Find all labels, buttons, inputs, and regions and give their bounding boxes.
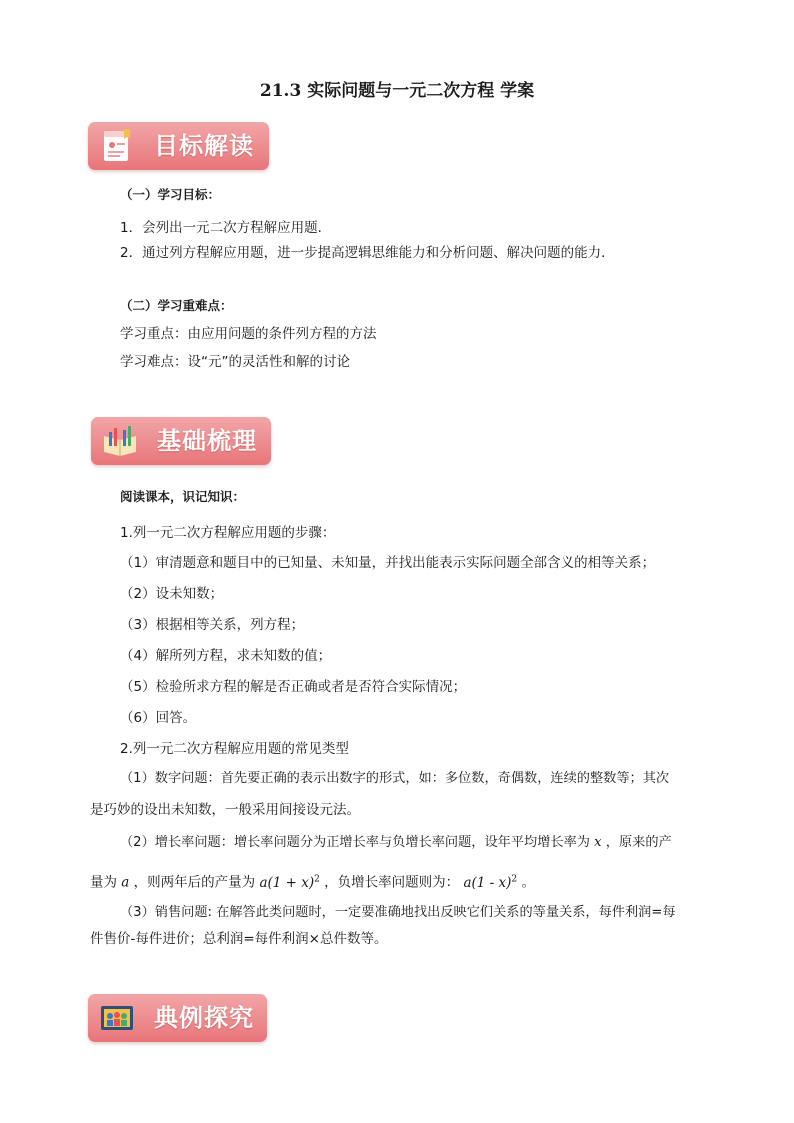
type-sales-problem: （3）销售问题: 在解答此类问题时，一定要准确地找出反映它们关系的等量关系，每件利润=每 [120, 905, 676, 920]
presentation-icon [98, 999, 136, 1037]
section-banner-title: 基础梳理 [157, 427, 257, 455]
step-item: （1）审清题意和题目中的已知量、未知量，并找出能表示实际问题全部含义的相等关系； [120, 555, 656, 571]
formula-negative-growth [463, 875, 517, 891]
goals-heading: （一）学习目标： [120, 187, 221, 202]
book-chart-icon [101, 422, 139, 460]
formula-text: a(1 + x) [259, 874, 315, 891]
variable-x: x [594, 835, 602, 850]
section-banner-title: 典例探究 [154, 1004, 254, 1032]
section-banner-goals [88, 122, 269, 170]
difficulty-heading: （二）学习重难点： [120, 298, 233, 313]
type-growth-problem-cont [90, 869, 535, 893]
type-number-problem: （1）数字问题：首先要正确的表示出数字的形式，如：多位数，奇偶数，连续的整数等；其次 [120, 771, 670, 786]
document-title: 21.3 实际问题与一元二次方程 学案 [259, 81, 535, 101]
step-item: （6）回答。 [120, 710, 197, 726]
text-segment: 。 [521, 874, 535, 891]
step-item: （2）设未知数； [120, 586, 224, 602]
exponent: 2 [314, 874, 320, 884]
types-title: 2.列一元二次方程解应用题的常见类型 [120, 741, 349, 757]
step-item: （4）解所列方程，求未知数的值； [120, 648, 332, 664]
step-item: （3）根据相等关系，列方程； [120, 617, 305, 633]
variable-a: a [121, 874, 130, 891]
reading-intro: 阅读课本，识记知识： [120, 489, 246, 504]
text-segment: ，则两年后的产量为 [133, 874, 256, 891]
exponent: 2 [511, 874, 518, 884]
section-banner-examples [88, 994, 267, 1042]
key-point: 学习重点：由应用问题的条件列方程的方法 [120, 326, 377, 342]
section-banner-title: 目标解读 [154, 132, 254, 160]
formula-positive-growth [259, 875, 319, 891]
goal-item: 2．通过列方程解应用题，进一步提高逻辑思维能力和分析问题、解决问题的能力． [120, 245, 615, 261]
text-segment: ，负增长率问题则为： [324, 874, 460, 891]
step-item: （5）检验所求方程的解是否正确或者是否符合实际情况； [120, 679, 467, 695]
goal-item: 1．会列出一元二次方程解应用题． [120, 220, 332, 236]
type-sales-problem-cont: 件售价-每件进价；总利润=每件利润×总件数等。 [90, 931, 388, 947]
difficult-point: 学习难点：设“元”的灵活性和解的讨论 [120, 354, 350, 370]
text-segment: 量为 [90, 874, 117, 891]
section-banner-basics [91, 417, 271, 465]
type-growth-problem [120, 833, 672, 853]
steps-title: 1.列一元二次方程解应用题的步骤： [120, 525, 336, 541]
text-segment: （2）增长率问题：增长率问题分为正增长率与负增长率问题，设年平均增长率为 [120, 835, 590, 850]
text-segment: ，原来的产 [605, 835, 672, 850]
type-number-problem-cont: 是巧妙的设出未知数，一般采用间接设元法。 [90, 802, 360, 818]
document-icon [98, 127, 136, 165]
formula-text: a(1 - x) [463, 874, 512, 891]
